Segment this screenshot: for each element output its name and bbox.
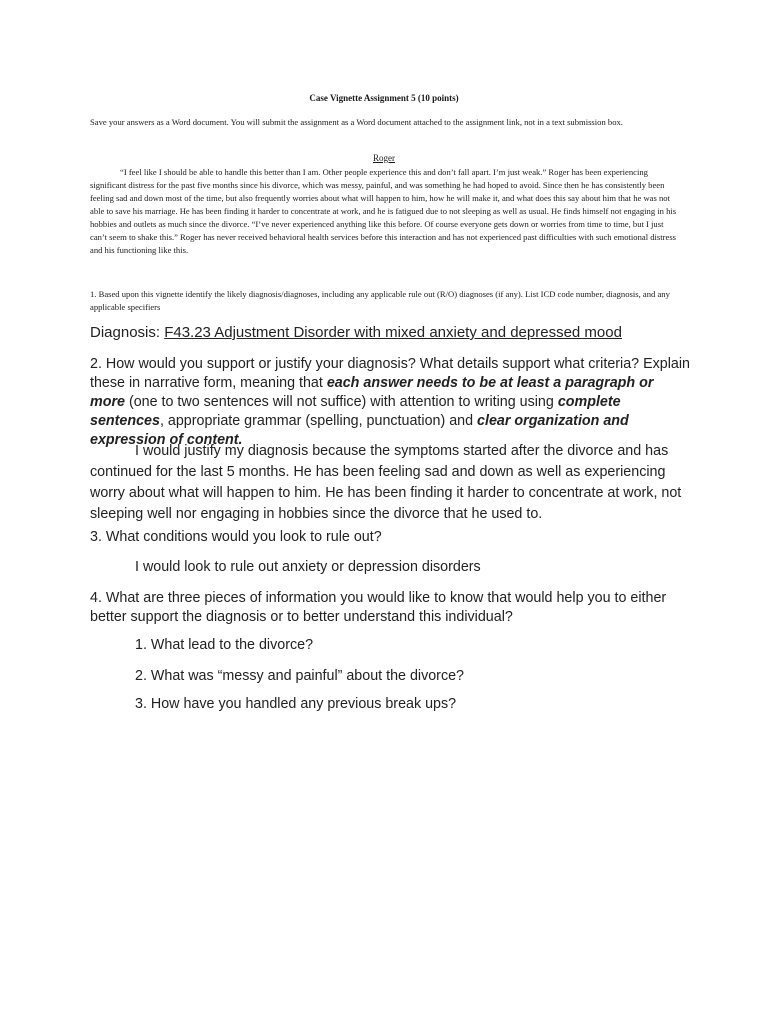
question-2 <box>90 355 690 450</box>
client-name-heading: Roger <box>373 153 395 163</box>
question-2-emphasis-2: complete sentences <box>90 394 621 429</box>
answer-4-item: 1. What lead to the divorce? <box>135 637 314 653</box>
answer-4-item: 3. How have you handled any previous break ups? <box>135 696 457 712</box>
document-title: Case Vignette Assignment 5 (10 points) <box>309 93 459 103</box>
answer-2-paragraph: I would justify my diagnosis because the symptoms started after the divorce and has continued for the last 5 months. He has been feeling sad and down as well as experiencing worry about what will happen to him. He has been finding it harder to concentrate at work, not sleeping well nor engaging in hobbies since the divorce that he used to. <box>90 443 682 522</box>
answer-3: I would look to rule out anxiety or depression disorders <box>135 559 481 575</box>
case-vignette-paragraph: “I feel like I should be able to handle this better than I am. Other people experience this and don’t fall apart. I’m just weak.” Roger has been experiencing significant distress for the past five months since his divorce, which was messy, painful, and was something he had hoped to avoid. Since then he has consistently been feeling sad and down most of the time, but also frequently worries about what will happen to him, how he will make it, and what does this say about him that he was not able to save his marriage. He has been finding it harder to concentrate at work, and he is fatigued due to not sleeping as well as usual. He finds himself not engaging in his hobbies and outlets as much since the divorce. “I’ve never experienced anything like this before. Of course everyone gets down or worries from time to time, but I just can’t seem to shake this.” Roger has never received behavioral health services before this interaction and has not experienced past difficulties with such emotional distress and his functioning like this. <box>90 167 677 255</box>
question-2-emphasis-1: each answer needs to be at least a paragraph or more <box>90 375 654 410</box>
question-1: 1. Based upon this vignette identify the likely diagnosis/diagnoses, including any applicable rule out (R/O) diagnoses (if any). List ICD code number, diagnosis, and any applicable specifiers <box>90 289 670 312</box>
diagnosis-value: F43.23 Adjustment Disorder with mixed anxiety and depressed mood <box>164 324 622 341</box>
diagnosis-label: Diagnosis: <box>90 324 165 341</box>
question-2-part2: (one to two sentences will not suffice) with attention to writing using <box>124 394 558 410</box>
diagnosis-line <box>90 323 690 342</box>
question-4: 4. What are three pieces of information you would like to know that would help you to either better support the diagnosis or to better understand this individual? <box>90 590 667 625</box>
question-3: 3. What conditions would you look to rule out? <box>90 529 382 545</box>
question-2-emphasis-3: clear organization and expression of content. <box>90 413 629 448</box>
instructions-paragraph: Save your answers as a Word document. You will submit the assignment as a Word document attached to the assignment link, not in a text submission box. <box>90 117 623 127</box>
question-2-part1: 2. How would you support or justify your diagnosis? What details support what criteria? Explain these in narrative form, meaning that <box>90 356 690 391</box>
answer-4-item: 2. What was “messy and painful” about the divorce? <box>135 668 464 684</box>
question-2-part3: , appropriate grammar (spelling, punctuation) and <box>159 413 478 429</box>
